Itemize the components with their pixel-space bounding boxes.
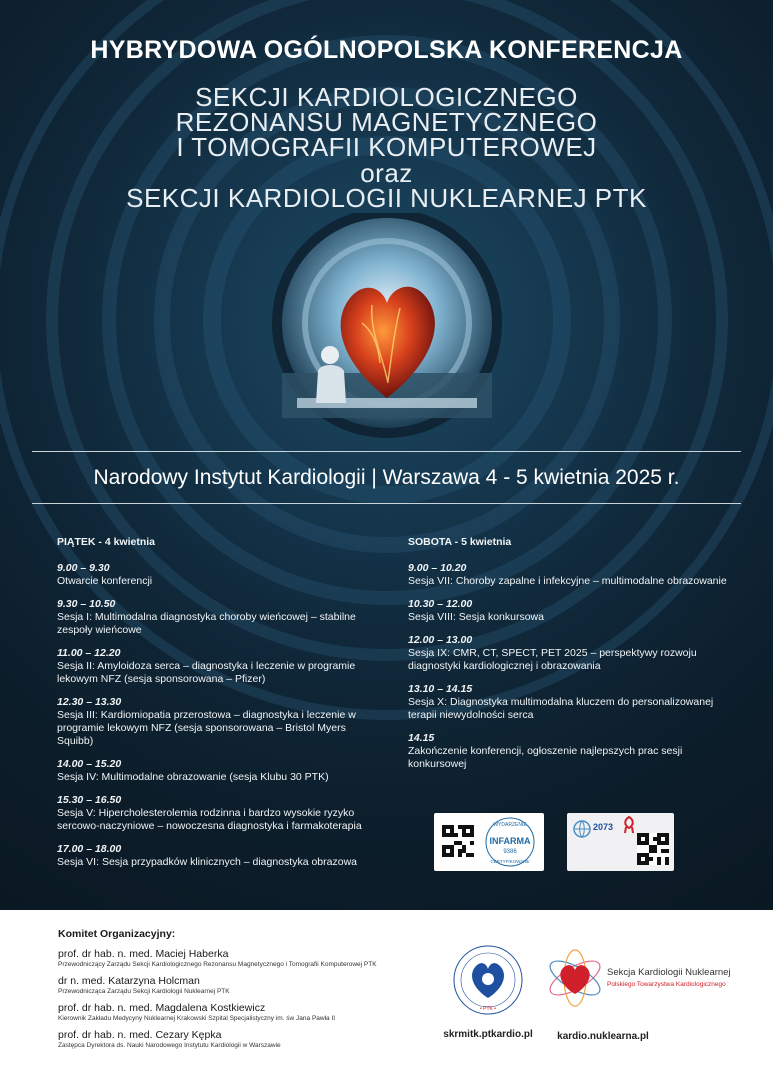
committee-member: dr n. med. Katarzyna Holcman Przewodnicząca Zarządu Sekcji Kardiologii Nuklearnej PTK [58, 975, 230, 995]
svg-text:WYDARZENIE: WYDARZENIE [493, 822, 527, 828]
points-badge [567, 813, 674, 871]
red-ribbon-icon [623, 816, 635, 834]
skrmitk-url-link[interactable]: skrmitk.ptkardio.pl [443, 1029, 533, 1040]
program-item: 9.00 – 10.20 Sesja VII: Choroby zapalne i infekcyjne – multimodalne obrazowanie [408, 562, 727, 587]
globe-icon [572, 819, 592, 839]
program-item: 12.00 – 13.00 Sesja IX: CMR, CT, SPECT, PET 2025 – perspektywy rozwoju diagnostyki kardiologicznej i obrazowania [408, 634, 697, 672]
skrmitk-logo-block [438, 942, 538, 1040]
committee-title: Komitet Organizacyjny: [58, 928, 176, 940]
title-line-3: REZONANSU MAGNETYCZNEGO [175, 107, 598, 137]
program-item: 17.00 – 18.00 Sesja VI: Sesja przypadków klinicznych – diagnostyka obrazowa [57, 843, 357, 868]
svg-text:• PTK •: • PTK • [479, 1006, 497, 1012]
svg-text:Sekcja Kardiologii Nuklearnej: Sekcja Kardiologii Nuklearnej [607, 967, 731, 978]
svg-text:Polskiego Towarzystwa Kardiolo: Polskiego Towarzystwa Kardiologicznego [607, 981, 726, 988]
organizing-committee [58, 928, 418, 1056]
program-item: 13.10 – 14.15 Sesja X: Diagnostyka multimodalna kluczem do personalizowanej terapii niewydolności serca [408, 683, 714, 721]
nuklearna-logo [543, 944, 743, 1012]
title-line-4: I TOMOGRAFII KOMPUTEROWEJ [176, 132, 597, 162]
program-item: 9.00 – 9.30 Otwarcie konferencji [57, 562, 153, 587]
svg-text:9386: 9386 [503, 849, 517, 855]
svg-text:INFARMA: INFARMA [489, 836, 531, 846]
footer [0, 910, 773, 1080]
venue-banner: Narodowy Instytut Kardiologii | Warszawa 4 - 5 kwietnia 2025 r. [32, 451, 741, 504]
saturday-heading: SOBOTA - 5 kwietnia [408, 536, 512, 548]
title-line-6: SEKCJI KARDIOLOGII NUKLEARNEJ PTK [126, 183, 647, 213]
title-line-5: oraz [360, 158, 413, 188]
nuklearna-logo-block [543, 944, 743, 1042]
skrmitk-logo [450, 942, 526, 1018]
program-item: 12.30 – 13.30 Sesja III: Kardiomiopatia przerostowa – diagnostyka i leczenie w programie lekowym NFZ (sesja sponsorowana – Bristol Myers Squibb) [57, 696, 356, 747]
program-item: 10.30 – 12.00 Sesja VIII: Sesja konkursowa [408, 598, 544, 623]
program-item: 15.30 – 16.50 Sesja V: Hipercholesterolemia rodzinna i bardzo wysokie ryzyko sercowo-naczyniowe – nowoczesna diagnostyka i farmakoterapia [57, 794, 362, 832]
points-number: 2073 [593, 822, 614, 832]
friday-program [57, 536, 372, 879]
program-item: 14.15 Zakończenie konferencji, ogłoszenie najlepszych prac sesji konkursowej [408, 732, 683, 770]
program-item: 11.00 – 12.20 Sesja II: Amyloidoza serca – diagnostyka i leczenie w programie lekowym NFZ (sesja sponsorowana – Pfizer) [57, 647, 356, 685]
qr-code-icon [637, 833, 669, 865]
title-line-1: HYBRYDOWA OGÓLNOPOLSKA KONFERENCJA [90, 36, 683, 64]
nuklearna-url-link[interactable]: kardio.nuklearna.pl [557, 1031, 649, 1042]
heart-scanner-illustration [222, 213, 552, 453]
committee-member: prof. dr hab. n. med. Maciej Haberka Przewodniczący Zarządu Sekcji Kardiologicznego Rezonansu Magnetycznego i Tomografii Komputerowej PTK [58, 948, 377, 968]
infarma-badge [434, 813, 544, 871]
friday-heading: PIĄTEK - 4 kwietnia [57, 536, 156, 548]
program-item: 9.30 – 10.50 Sesja I: Multimodalna diagnostyka choroby wieńcowej – stabilne zespoły wieńcowe [57, 598, 356, 636]
infarma-certified-seal [482, 815, 538, 869]
program-item: 14.00 – 15.20 Sesja IV: Multimodalne obrazowanie (sesja Klubu 30 PTK) [57, 758, 329, 783]
qr-code-icon [442, 825, 474, 857]
title-line-2: SEKCJI KARDIOLOGICZNEGO [195, 82, 578, 112]
committee-member: prof. dr hab. n. med. Cezary Kępka Zastępca Dyrektora ds. Nauki Narodowego Instytutu Kardiologii w Warszawie [58, 1029, 281, 1049]
svg-text:CERTYFIKOWANE: CERTYFIKOWANE [490, 859, 530, 864]
saturday-program [408, 536, 728, 781]
committee-member: prof. dr hab. n. med. Magdalena Kostkiewicz Kierownik Zakładu Medycyny Nuklearnej Krakowski Szpital Specjalistyczny im. św Jana Pawła II [58, 1002, 336, 1022]
